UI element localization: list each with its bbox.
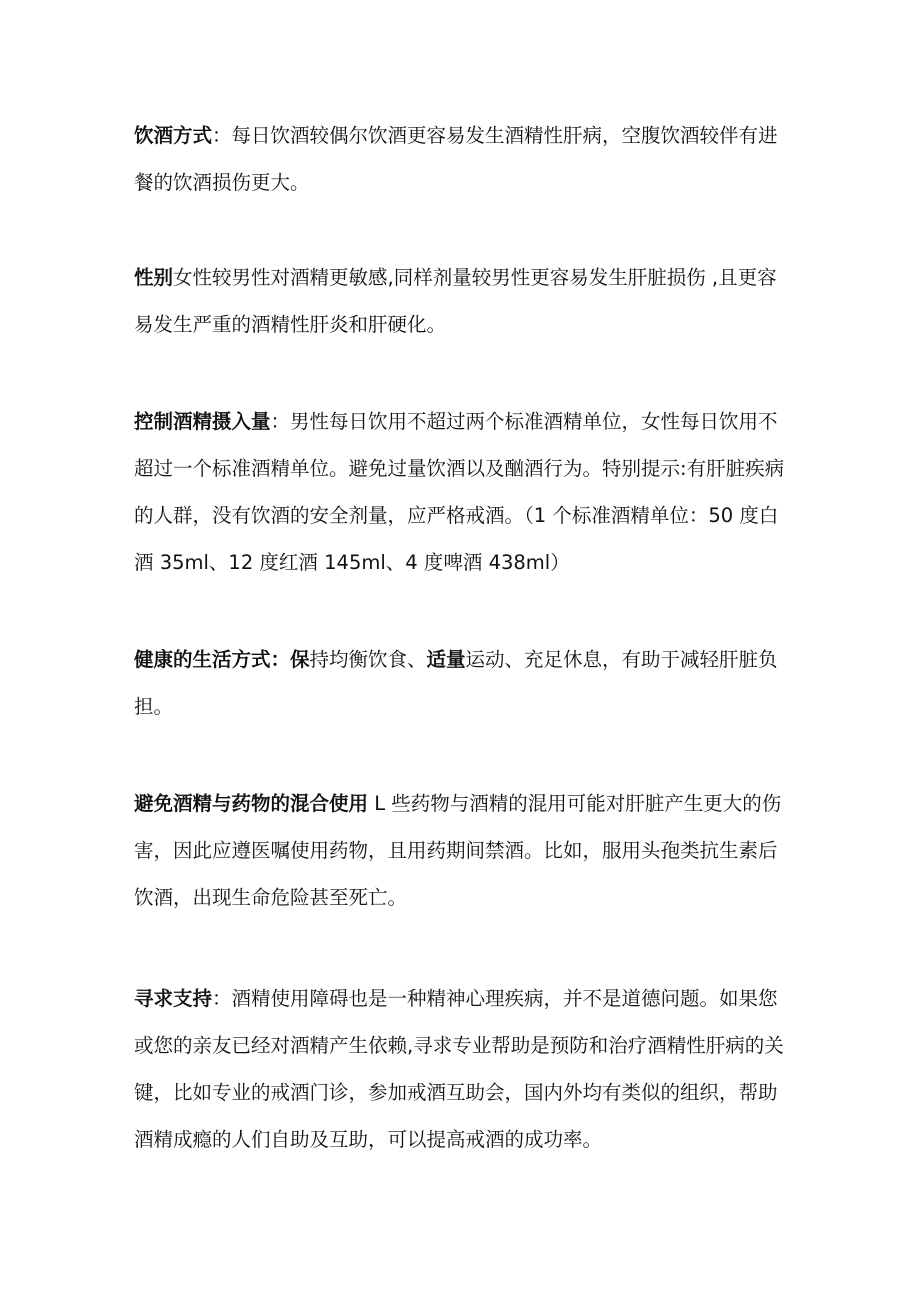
paragraph-body: ：每日饮酒较偶尔饮酒更容易发生酒精性肝病，空腹饮酒较伴有进餐的饮酒损伤更大。 (134, 124, 778, 194)
paragraph-heading: 饮酒方式 (134, 124, 213, 147)
paragraph-body: L 些药物与酒精的混用可能对肝脏产生更大的伤害，因此应遵医嘱使用药物，且用药期间禁酒。比如，服用头孢类抗生素后饮酒，出现生命危险甚至死亡。 (134, 792, 782, 909)
paragraph-heading: 控制酒精摄入量 (134, 410, 271, 433)
paragraph-heading: 健康的生活方式：保 (134, 648, 310, 671)
paragraph-control-intake (134, 398, 796, 586)
paragraph-heading: 寻求支持 (134, 987, 213, 1010)
paragraph-seek-support (134, 975, 796, 1163)
paragraph-body: 持均衡饮食、 (309, 648, 427, 671)
paragraph-body: ：男性每日饮用不超过两个标准酒精单位，女性每日饮用不超过一个标准酒精单位。避免过量饮酒以及酗酒行为。特别提示:有肝脏疾病的人群，没有饮酒的安全剂量，应严格戒酒。（1 个标准酒精单位：50 度白酒 35ml、12 度红酒 145ml、4 度啤酒 438ml） (134, 410, 785, 574)
paragraph-healthy-lifestyle (134, 636, 796, 730)
paragraph-gender (134, 254, 796, 348)
paragraph-avoid-drug-mixing (134, 780, 796, 921)
paragraph-body: 女性较男性对酒精更敏感,同样剂量较男性更容易发生肝脏损伤 ,且更容易发生严重的酒精性肝炎和肝硬化。 (134, 266, 777, 336)
paragraph-drinking-pattern (134, 112, 796, 206)
paragraph-bold-word: 适量 (426, 648, 466, 671)
paragraph-heading: 性别 (134, 266, 174, 289)
paragraph-heading: 避免酒精与药物的混合使用 (134, 792, 369, 815)
paragraph-body: 运动、充足休息，有助于减轻肝脏负担。 (134, 648, 778, 718)
paragraph-body: ：酒精使用障碍也是一种精神心理疾病，并不是道德问题。如果您或您的亲友已经对酒精产生依赖,寻求专业帮助是预防和治疗酒精性肝病的关键，比如专业的戒酒门诊，参加戒酒互助会，国内外均有类似的组织，帮助酒精成瘾的人们自助及互助，可以提高戒酒的成功率。 (134, 987, 784, 1151)
